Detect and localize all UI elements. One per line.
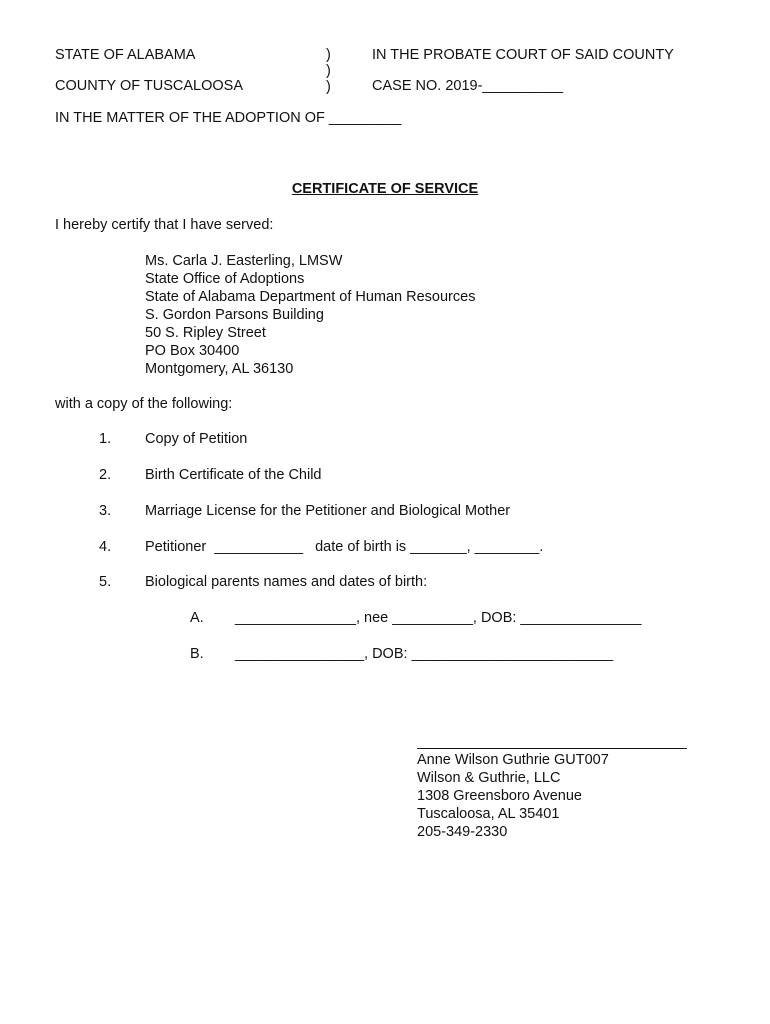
firm-phone: 205-349-2330	[417, 824, 508, 840]
address-line: S. Gordon Parsons Building	[145, 307, 324, 323]
sub-item-letter: B.	[190, 646, 204, 662]
list-number: 3.	[99, 503, 112, 519]
caption-paren: )	[326, 47, 331, 63]
address-line: 50 S. Ripley Street	[145, 325, 266, 341]
firm-street: 1308 Greensboro Avenue	[417, 788, 583, 804]
sub-item-letter: A.	[190, 610, 204, 626]
address-line: PO Box 30400	[145, 343, 240, 359]
matter-line: IN THE MATTER OF THE ADOPTION OF _________	[55, 110, 402, 126]
firm-city: Tuscaloosa, AL 35401	[417, 806, 560, 822]
court-label: IN THE PROBATE COURT OF SAID COUNTY	[372, 47, 674, 63]
recipient-address	[145, 252, 475, 378]
sub-item: ________________, DOB: _________________________	[235, 646, 614, 662]
list-number: 2.	[99, 467, 112, 483]
list-item: Biological parents names and dates of birth:	[145, 574, 428, 590]
page-title: CERTIFICATE OF SERVICE	[291, 181, 479, 197]
address-line: State of Alabama Department of Human Resources	[145, 289, 476, 305]
copy-intro: with a copy of the following:	[55, 396, 233, 412]
firm-name: Wilson & Guthrie, LLC	[417, 770, 561, 786]
list-item: Copy of Petition	[145, 431, 248, 447]
signature-block	[417, 751, 609, 841]
caption-paren: )	[326, 79, 331, 95]
list-number: 1.	[99, 431, 112, 447]
address-line: Montgomery, AL 36130	[145, 361, 294, 377]
list-item: Petitioner ___________ date of birth is _______, ________.	[145, 539, 544, 555]
intro-text: I hereby certify that I have served:	[55, 217, 274, 233]
list-item: Birth Certificate of the Child	[145, 467, 322, 483]
sub-item: _______________, nee __________, DOB: _______________	[235, 610, 642, 626]
list-number: 4.	[99, 539, 112, 555]
address-line: State Office of Adoptions	[145, 271, 305, 287]
state-label: STATE OF ALABAMA	[55, 47, 196, 63]
list-item: Marriage License for the Petitioner and Biological Mother	[145, 503, 511, 519]
address-line: Ms. Carla J. Easterling, LMSW	[145, 253, 343, 269]
case-number: CASE NO. 2019-__________	[372, 78, 564, 94]
signature-line	[417, 748, 687, 749]
signer-name: Anne Wilson Guthrie GUT007	[417, 752, 609, 768]
county-label: COUNTY OF TUSCALOOSA	[55, 78, 243, 94]
caption-paren: )	[326, 63, 331, 79]
list-number: 5.	[99, 574, 112, 590]
